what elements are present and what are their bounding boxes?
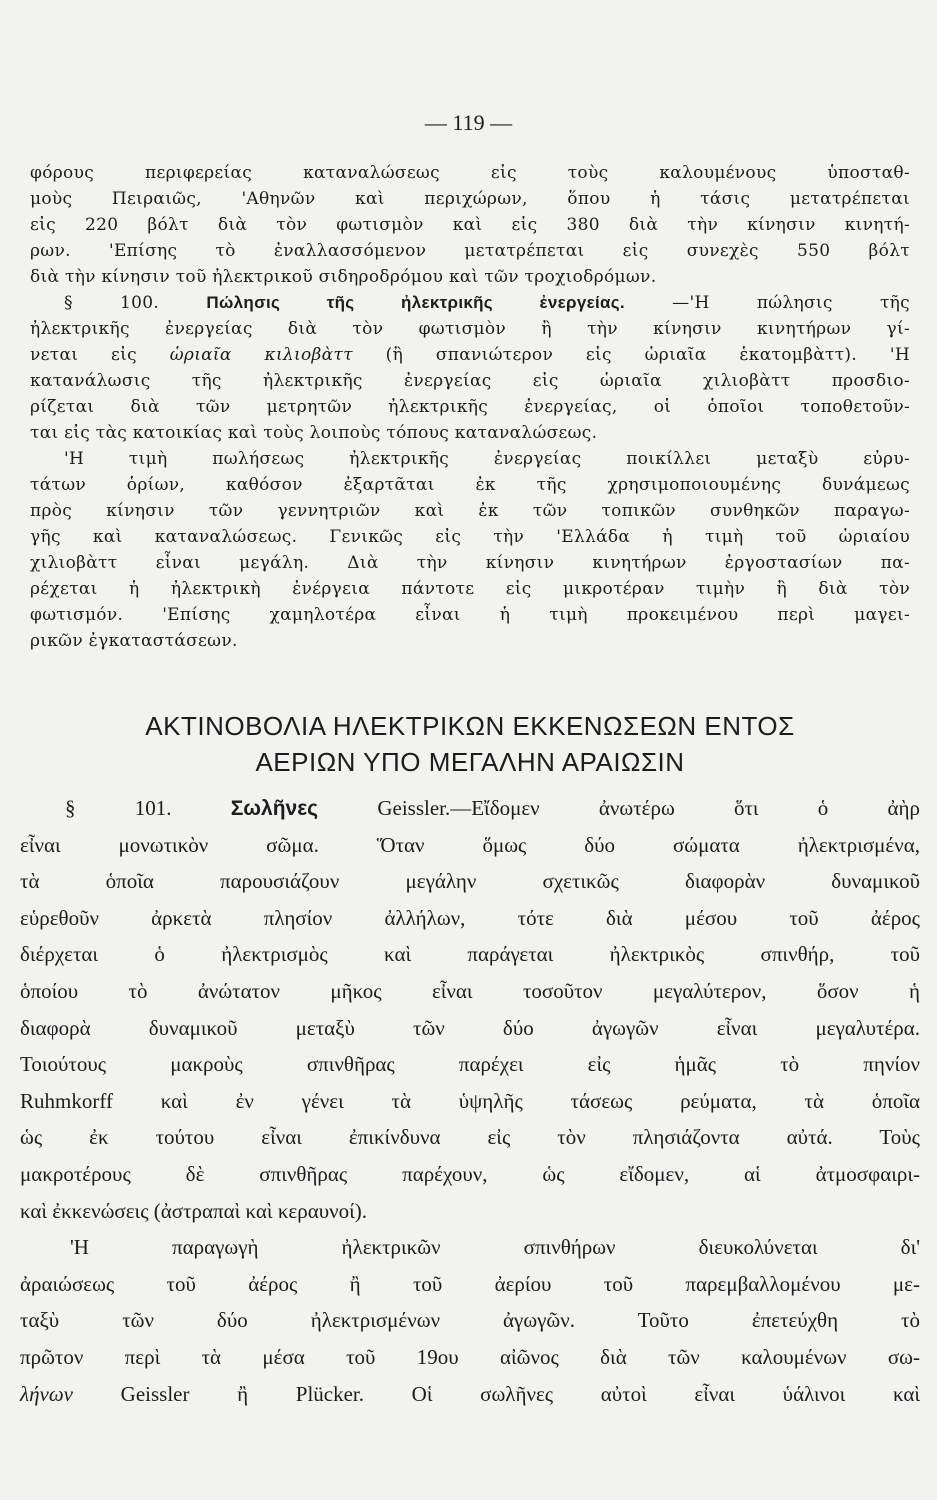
text-line (30, 342, 910, 368)
paragraph-99-continued (30, 160, 910, 654)
text-line (20, 1376, 920, 1413)
emphasized-term: ὡριαῖα κιλιοβὰττ (169, 345, 353, 365)
heading-line: ΑΕΡΙΩΝ ΥΠΟ ΜΕΓΑΛΗΝ ΑΡΑΙΩΣΙΝ (255, 747, 685, 777)
text-line: εἰς 220 βόλτ διὰ τὸν φωτισμὸν καὶ εἰς 380 διὰ τὴν κίνησιν κινητή- (30, 215, 910, 235)
text-run: Geissler ἢ Plücker. Οἱ σωλῆνες αὐτοὶ εἶναι ὑάλινοι καὶ (120, 1381, 921, 1406)
text-run: νεται εἰς (30, 345, 137, 365)
text-line: εὑρεθοῦν ἀρκετὰ πλησίον ἀλλήλων, τότε διὰ μέσου τοῦ ἀέρος (20, 905, 920, 930)
text-run: Geissler.—Εἴδομεν ἀνωτέρω ὅτι ὁ ἀὴρ (377, 796, 920, 820)
paragraph-101 (20, 790, 920, 1412)
page-number: — 119 — (424, 110, 513, 135)
text-line: χιλιοβὰττ εἶναι μεγάλη. Διὰ τὴν κίνησιν κινητήρων ἐργοστασίων πα- (30, 553, 910, 573)
text-line: Τοιούτους μακροὺς σπινθῆρας παρέχει εἰς ἡμᾶς τὸ πηνίον (20, 1052, 920, 1077)
chapter-heading (20, 708, 920, 780)
text-line: ρέχεται ἡ ἠλεκτρικὴ ἐνέργεια πάντοτε εἰς μικροτέραν τιμὴν ἢ διὰ τὸν (30, 579, 910, 599)
section-number: § 101. (65, 796, 172, 820)
text-line: εἶναι μονωτικὸν σῶμα. Ὅταν ὅμως δύο σώματα ἠλεκτρισμένα, (20, 832, 920, 857)
text-line: 'Η παραγωγὴ ἠλεκτρικῶν σπινθήρων διευκολύνεται δι' (70, 1235, 920, 1260)
text-line: διὰ τὴν κίνησιν τοῦ ἠλεκτρικοῦ σιδηροδρόμου καὶ τῶν τροχιοδρόμων. (30, 267, 657, 287)
text-line: γῆς καὶ καταναλώσεως. Γενικῶς εἰς τὴν 'Ελλάδα ἡ τιμὴ τοῦ ὡριαίου (30, 527, 910, 547)
text-line: μακροτέρους δὲ σπινθῆρας παρέχουν, ὡς εἴδομεν, αἱ ἀτμοσφαιρι- (20, 1161, 920, 1186)
text-line: ἀραιώσεως τοῦ ἀέρος ἢ τοῦ ἀερίου τοῦ παρεμβαλλομένου με- (20, 1271, 920, 1296)
text-line: ταξὺ τῶν δύο ἠλεκτρισμένων ἀγωγῶν. Τοῦτο ἐπετεύχθη τὸ (20, 1308, 920, 1333)
paragraph-101-first-line (20, 790, 920, 827)
text-line: κατανάλωσις τῆς ἠλεκτρικῆς ἐνεργείας εἰς ὡριαῖα χιλιοβὰττ προσδιο- (30, 371, 910, 391)
text-line: ρων. 'Επίσης τὸ ἐναλλασσόμενον μετατρέπεται εἰς συνεχὲς 550 βόλτ (30, 241, 910, 261)
text-line: φόρους περιφερείας καταναλώσεως εἰς τοὺς καλουμένους ὑποσταθ- (30, 163, 910, 183)
text-line: ρικῶν ἐγκαταστάσεων. (30, 631, 238, 651)
text-line: διέρχεται ὁ ἠλεκτρισμὸς καὶ παράγεται ἠλεκτρικὸς σπινθήρ, τοῦ (20, 942, 920, 967)
text-run: (ἢ σπανιώτερον εἰς ὡριαῖα ἑκατομβὰττ). 'Η (385, 345, 910, 365)
text-line: μοὺς Πειραιῶς, 'Αθηνῶν καὶ περιχώρων, ὅπου ἡ τάσις μετατρέπεται (30, 189, 910, 209)
heading-line: ΑΚΤΙΝΟΒΟΛΙΑ ΗΛΕΚΤΡΙΚΩΝ ΕΚΚΕΝΩΣΕΩΝ ΕΝΤΟΣ (145, 711, 795, 741)
text-line: 'Η τιμὴ πωλήσεως ἠλεκτρικῆς ἐνεργείας ποικίλλει μεταξὺ εὐρυ- (64, 449, 910, 469)
text-line: πρὸς κίνησιν τῶν γεννητριῶν καὶ ἐκ τῶν τοπικῶν συνθηκῶν παραγω- (30, 501, 910, 521)
text-line: ρίζεται διὰ τῶν μετρητῶν ἠλεκτρικῆς ἐνεργείας, οἱ ὁποῖοι τοποθετοῦν- (30, 397, 910, 417)
text-line: ται εἰς τὰς κατοικίας καὶ τοὺς λοιποὺς τόπους καταναλώσεως. (30, 423, 598, 443)
text-line: τάτων ὁρίων, καθόσον ἐξαρτᾶται ἐκ τῆς χρησιμοποιουμένης δυνάμεως (30, 475, 910, 495)
text-run: —'Η πώλησις τῆς (672, 293, 910, 313)
emphasized-term: λήνων (20, 1381, 73, 1406)
text-line: διαφορὰ δυναμικοῦ μεταξὺ τῶν δύο ἀγωγῶν εἶναι μεγαλυτέρα. (20, 1015, 920, 1040)
text-line: καὶ ἐκκενώσεις (ἀστραπαὶ καὶ κεραυνοί). (20, 1198, 367, 1223)
text-line: φωτισμόν. 'Επίσης χαμηλοτέρα εἶναι ἡ τιμὴ προκειμένου περὶ μαγει- (30, 605, 910, 625)
text-line: ὁποίου τὸ ἀνώτατον μῆκος εἶναι τοσοῦτον μεγαλύτερον, ὅσον ἡ (20, 978, 920, 1003)
text-line: ἠλεκτρικῆς ἐνεργείας διὰ τὸν φωτισμὸν ἢ τὴν κίνησιν κινητήρων γί- (30, 319, 910, 339)
section-title: Πώλησις τῆς ἠλεκτρικῆς ἐνεργείας. (206, 293, 625, 312)
text-line: πρῶτον περὶ τὰ μέσα τοῦ 19ου αἰῶνος διὰ τῶν καλουμένων σω- (20, 1344, 920, 1369)
text-line: Ruhmkorff καὶ ἐν γένει τὰ ὑψηλῆς τάσεως ρεύματα, τὰ ὁποῖα (20, 1088, 920, 1113)
section-number: § 100. (64, 293, 160, 313)
paragraph-100-first-line (30, 290, 910, 316)
text-line: τὰ ὁποῖα παρουσιάζουν μεγάλην σχετικῶς διαφορὰν δυναμικοῦ (20, 869, 920, 894)
text-line: ὡς ἐκ τούτου εἶναι ἐπικίνδυνα εἰς τὸν πλησιάζοντα αὐτά. Τοὺς (20, 1125, 920, 1150)
section-title: Σωλῆνες (230, 797, 319, 820)
